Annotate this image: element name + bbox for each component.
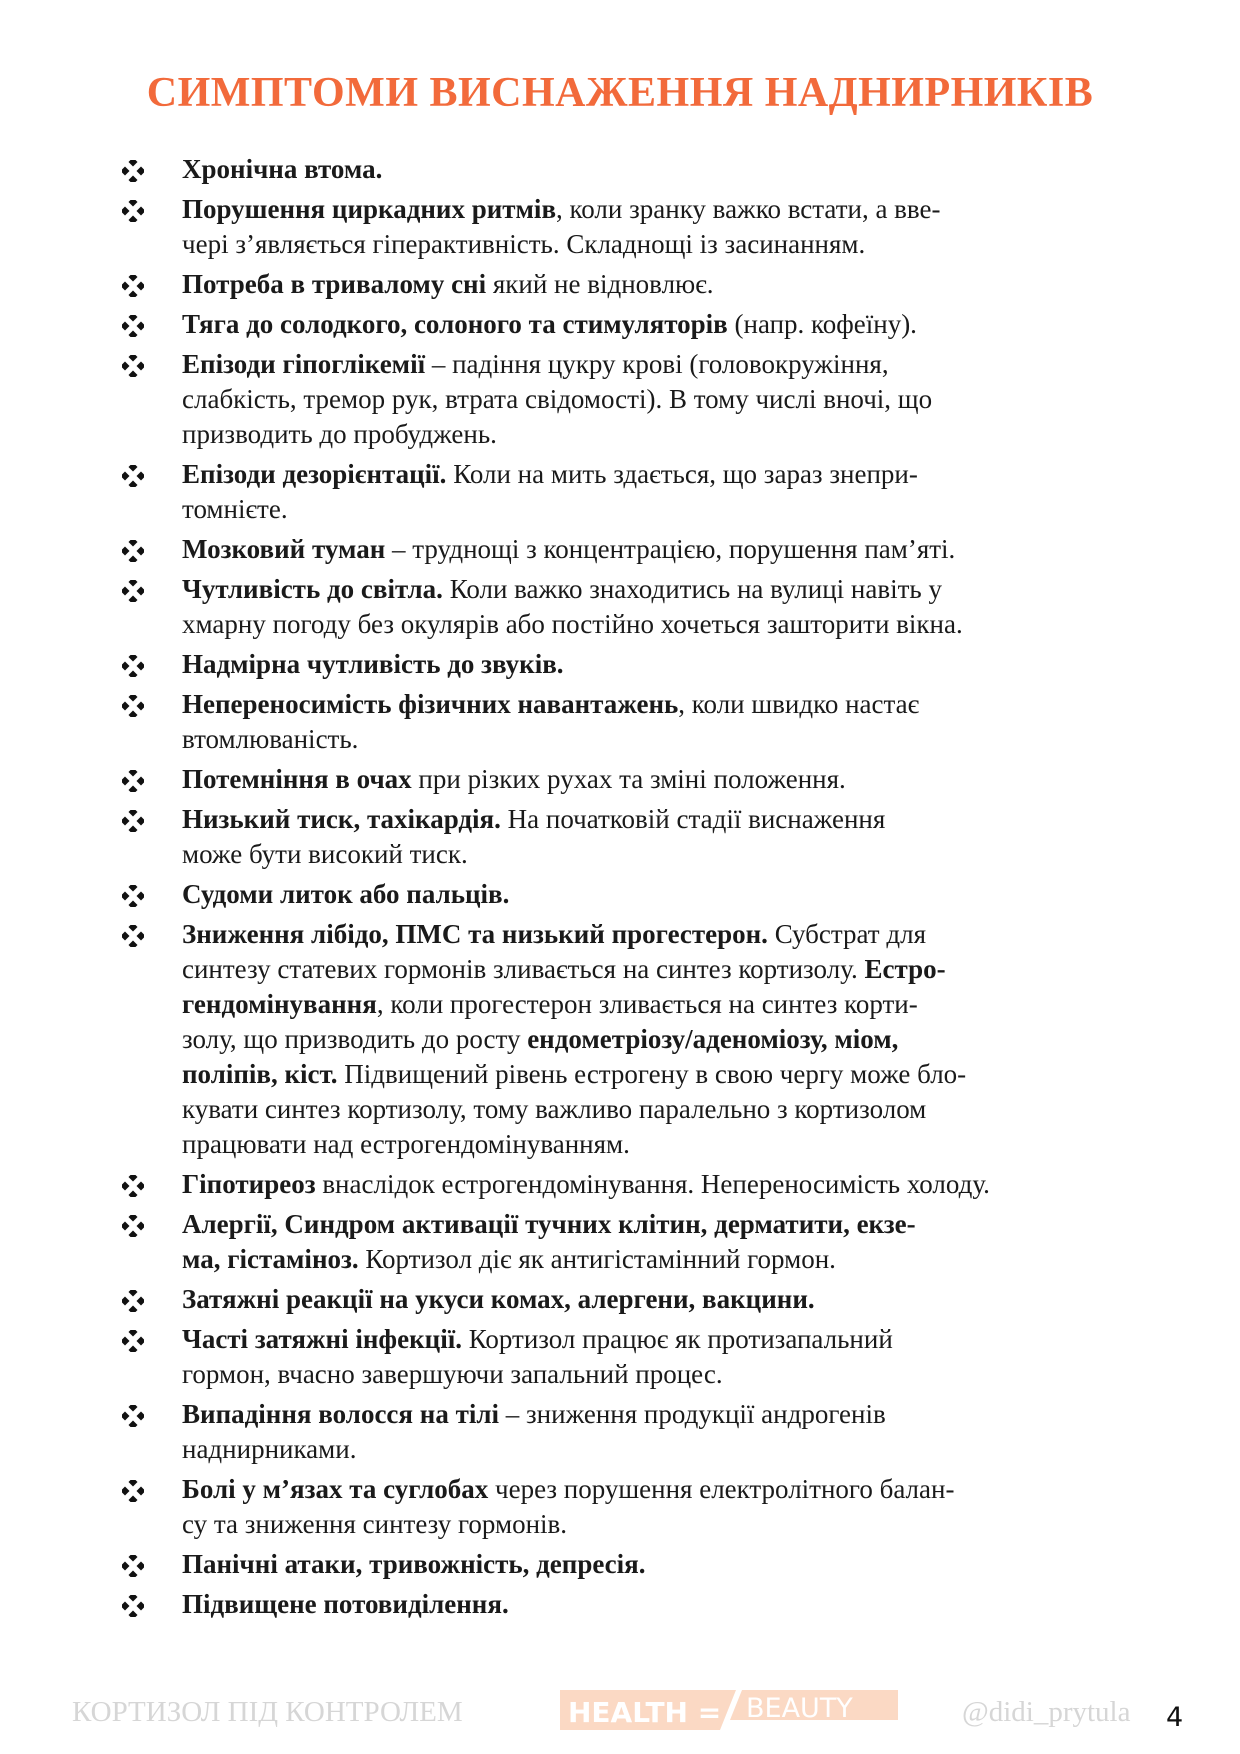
text-line [182, 457, 1130, 492]
health-beauty-logo [560, 1690, 898, 1730]
symptom-item [120, 802, 1130, 872]
symptom-detail: чері з’являється гіперактивність. Складнощі із засинанням. [182, 229, 866, 259]
symptom-text [182, 267, 1130, 302]
symptom-detail: при різких рухах та зміні положення. [411, 764, 846, 794]
text-line [182, 1127, 1130, 1162]
symptom-text [182, 802, 1130, 872]
symptom-item [120, 572, 1130, 642]
text-line [182, 722, 1130, 757]
symptom-item [120, 1282, 1130, 1317]
bullet-diamond-icon [120, 192, 182, 226]
text-line [182, 802, 1130, 837]
text-line [182, 762, 1130, 797]
symptom-detail: призводить до пробуджень. [182, 419, 497, 449]
text-line [182, 1507, 1130, 1542]
symptom-text [182, 1322, 1130, 1392]
bullet-diamond-icon [120, 457, 182, 491]
symptom-item [120, 1547, 1130, 1582]
symptom-text [182, 1282, 1130, 1317]
bullet-diamond-icon [120, 762, 182, 796]
symptom-detail: втомлюваність. [182, 724, 359, 754]
symptom-detail: синтезу статевих гормонів зливається на синтез кортизолу. [182, 954, 865, 984]
text-line [182, 1022, 1130, 1057]
text-line [182, 877, 1130, 912]
page-title: СИМПТОМИ ВИСНАЖЕННЯ НАДНИРНИКІВ [146, 70, 1094, 116]
text-line [182, 1397, 1130, 1432]
page-number: 4 [1166, 1702, 1184, 1733]
symptom-text [182, 877, 1130, 912]
bullet-diamond-icon [120, 1167, 182, 1201]
symptom-detail: кувати синтез кортизолу, тому важливо паралельно з кортизолом [182, 1094, 927, 1124]
symptom-detail: наднирниками. [182, 1434, 357, 1464]
text-line [182, 1092, 1130, 1127]
bullet-diamond-icon [120, 647, 182, 681]
symptom-emphasis: Затяжні реакції на укуси комах, алергени, вакцини. [182, 1284, 815, 1314]
symptom-text [182, 1167, 1130, 1202]
text-line [182, 1472, 1130, 1507]
symptom-emphasis: Потемніння в очах [182, 764, 412, 794]
text-line [182, 152, 1130, 187]
symptom-emphasis: Хронічна втома. [182, 154, 383, 184]
symptom-text [182, 647, 1130, 682]
symptom-item [120, 307, 1130, 342]
symptom-detail: Кортизол діє як антигістамінний гормон. [358, 1244, 836, 1274]
symptom-detail: Коли важко знаходитись на вулиці навіть у [442, 574, 942, 604]
symptom-emphasis: Низький тиск, тахікардія. [182, 804, 501, 834]
text-line [182, 1282, 1130, 1317]
symptom-text [182, 152, 1130, 187]
symptom-emphasis: Непереносимість фізичних навантажень [182, 689, 679, 719]
symptom-item [120, 152, 1130, 187]
symptom-detail: Субстрат для [767, 919, 926, 949]
symptom-item [120, 192, 1130, 262]
symptom-text [182, 572, 1130, 642]
bullet-diamond-icon [120, 1397, 182, 1431]
text-line [182, 572, 1130, 607]
text-line [182, 987, 1130, 1022]
symptom-text [182, 307, 1130, 342]
text-line [182, 192, 1130, 227]
symptom-emphasis: Алергії, Синдром активації тучних клітин, дерматити, екзе- [182, 1209, 916, 1239]
symptom-detail: , коли прогестерон зливається на синтез корти- [376, 989, 918, 1019]
symptom-emphasis: Гіпотиреоз [182, 1169, 316, 1199]
symptom-item [120, 1322, 1130, 1392]
bullet-diamond-icon [120, 267, 182, 301]
symptom-text [182, 1397, 1130, 1467]
symptom-emphasis: поліпів, кіст. [182, 1059, 338, 1089]
symptom-item [120, 457, 1130, 527]
text-line [182, 382, 1130, 417]
symptom-detail: внаслідок естрогендомінування. Непереносимість холоду. [315, 1169, 990, 1199]
text-line [182, 1207, 1130, 1242]
text-line [182, 1057, 1130, 1092]
symptom-emphasis: Болі у м’язах та суглобах [182, 1474, 489, 1504]
symptom-detail: (напр. кофеїну). [727, 309, 917, 339]
symptom-emphasis: Мозковий туман [182, 534, 386, 564]
text-line [182, 1357, 1130, 1392]
symptom-detail: гормон, вчасно завершуючи запальний процес. [182, 1359, 723, 1389]
symptom-text [182, 917, 1130, 1162]
symptom-text [182, 762, 1130, 797]
bullet-diamond-icon [120, 877, 182, 911]
symptom-list [120, 152, 1130, 1627]
symptom-emphasis: Чутливість до світла. [182, 574, 443, 604]
bullet-diamond-icon [120, 1472, 182, 1506]
text-line [182, 347, 1130, 382]
text-line [182, 532, 1130, 567]
symptom-emphasis: ендометріозу/аденоміозу, міом, [527, 1024, 899, 1054]
bullet-diamond-icon [120, 307, 182, 341]
symptom-item [120, 762, 1130, 797]
text-line [182, 1547, 1130, 1582]
bullet-diamond-icon [120, 152, 182, 186]
symptom-emphasis: Епізоди гіпоглікемії [182, 349, 426, 379]
symptom-text [182, 532, 1130, 567]
symptom-text [182, 1587, 1130, 1622]
symptom-emphasis: Панічні атаки, тривожність, депресія. [182, 1549, 646, 1579]
symptom-item [120, 1397, 1130, 1467]
symptom-item [120, 347, 1130, 452]
text-line [182, 647, 1130, 682]
text-line [182, 607, 1130, 642]
symptom-item [120, 1472, 1130, 1542]
symptom-emphasis: Естро- [864, 954, 946, 984]
symptom-text [182, 192, 1130, 262]
text-line [182, 1432, 1130, 1467]
symptom-detail: через порушення електролітного балан- [488, 1474, 955, 1504]
symptom-text [182, 457, 1130, 527]
symptom-detail: – труднощі з концентрацією, порушення пам’яті. [385, 534, 956, 564]
text-line [182, 952, 1130, 987]
text-line [182, 417, 1130, 452]
text-line [182, 267, 1130, 302]
text-line [182, 917, 1130, 952]
symptom-item [120, 1207, 1130, 1277]
text-line [182, 1587, 1130, 1622]
symptom-detail: який не відновлює. [486, 269, 714, 299]
symptom-item [120, 267, 1130, 302]
symptom-detail: може бути високий тиск. [182, 839, 468, 869]
symptom-detail: Коли на мить здається, що зараз знепри- [446, 459, 918, 489]
bullet-diamond-icon [120, 1207, 182, 1241]
symptom-emphasis: Порушення циркадних ритмів [182, 194, 557, 224]
bullet-diamond-icon [120, 532, 182, 566]
symptom-emphasis: Підвищене потовиділення. [182, 1589, 509, 1619]
bullet-diamond-icon [120, 917, 182, 951]
footer-handle: @didi_prytula [962, 1696, 1131, 1728]
text-line [182, 1167, 1130, 1202]
text-line [182, 837, 1130, 872]
text-line [182, 227, 1130, 262]
symptom-detail: Підвищений рівень естрогену в свою чергу може бло- [337, 1059, 967, 1089]
symptom-text [182, 687, 1130, 757]
text-line [182, 492, 1130, 527]
symptom-detail: , коли швидко настає [678, 689, 920, 719]
symptom-emphasis: Тяга до солодкого, солоного та стимуляторів [182, 309, 728, 339]
symptom-item [120, 877, 1130, 912]
symptom-detail: , коли зранку важко встати, а вве- [556, 194, 941, 224]
symptom-detail: Кортизол працює як протизапальний [461, 1324, 893, 1354]
text-line [182, 307, 1130, 342]
symptom-detail: томнієте. [182, 494, 288, 524]
symptom-detail: працювати над естрогендомінуванням. [182, 1129, 630, 1159]
symptom-emphasis: Часті затяжні інфекції. [182, 1324, 462, 1354]
symptom-item [120, 647, 1130, 682]
bullet-diamond-icon [120, 687, 182, 721]
symptom-item [120, 687, 1130, 757]
symptom-emphasis: гендомінування [182, 989, 377, 1019]
symptom-text [182, 1472, 1130, 1542]
symptom-emphasis: Потреба в тривалому сні [182, 269, 487, 299]
symptom-text [182, 1547, 1130, 1582]
symptom-detail: золу, що призводить до росту [182, 1024, 528, 1054]
symptom-detail: – зниження продукції андрогенів [499, 1399, 886, 1429]
bullet-diamond-icon [120, 1587, 182, 1621]
symptom-detail: – падіння цукру крові (головокружіння, [425, 349, 889, 379]
symptom-emphasis: Судоми литок або пальців. [182, 879, 510, 909]
bullet-diamond-icon [120, 802, 182, 836]
logo-text-left: HEALTH = [568, 1696, 722, 1729]
symptom-emphasis: Епізоди дезорієнтації. [182, 459, 447, 489]
logo-text-right: BEAUTY [746, 1693, 853, 1724]
text-line [182, 1322, 1130, 1357]
bullet-diamond-icon [120, 347, 182, 381]
symptom-detail: су та зниження синтезу гормонів. [182, 1509, 568, 1539]
bullet-diamond-icon [120, 1282, 182, 1316]
text-line [182, 687, 1130, 722]
symptom-text [182, 347, 1130, 452]
symptom-item [120, 917, 1130, 1162]
symptom-detail: хмарну погоду без окулярів або постійно хочеться зашторити вікна. [182, 609, 963, 639]
bullet-diamond-icon [120, 572, 182, 606]
symptom-detail: слабкість, тремор рук, втрата свідомості). В тому числі вночі, що [182, 384, 933, 414]
symptom-emphasis: Випадіння волосся на тілі [182, 1399, 499, 1429]
footer-book-title: КОРТИЗОЛ ПІД КОНТРОЛЕМ [72, 1696, 463, 1728]
symptom-item [120, 1167, 1130, 1202]
symptom-item [120, 532, 1130, 567]
symptom-item [120, 1587, 1130, 1622]
symptom-text [182, 1207, 1130, 1277]
bullet-diamond-icon [120, 1322, 182, 1356]
bullet-diamond-icon [120, 1547, 182, 1581]
symptom-emphasis: Надмірна чутливість до звуків. [182, 649, 564, 679]
symptom-emphasis: Зниження лібідо, ПМС та низький прогестерон. [182, 919, 768, 949]
text-line [182, 1242, 1130, 1277]
symptom-emphasis: ма, гістаміноз. [182, 1244, 359, 1274]
symptom-detail: На початковій стадії виснаження [500, 804, 886, 834]
